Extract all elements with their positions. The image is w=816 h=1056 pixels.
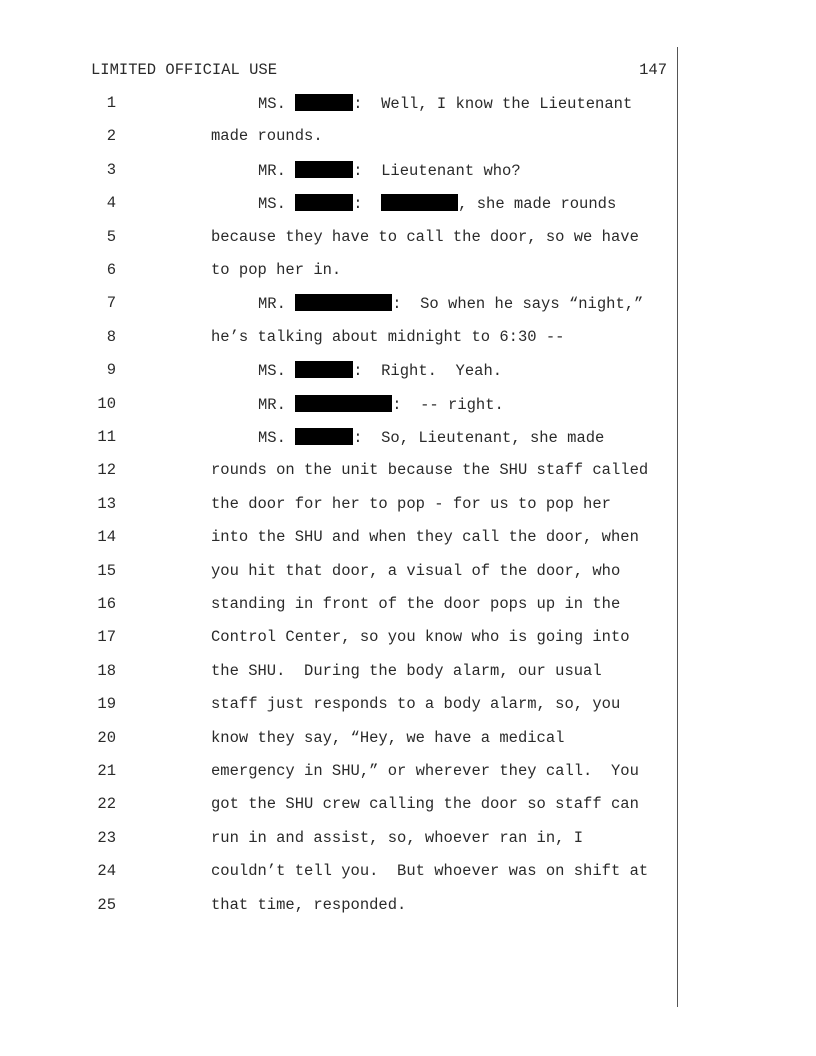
text-segment: : -- right. [392,395,504,414]
line-number: 12 [97,461,116,480]
transcript-line [0,395,700,415]
line-number: 13 [97,494,116,513]
line-text [211,528,639,546]
line-number: 16 [97,595,116,613]
line-text [258,194,616,213]
transcript-line [0,595,700,615]
text-segment: staff just responds to a body alarm, so, you [211,695,621,714]
line-number: 11 [97,428,116,446]
line-text [258,395,504,414]
line-number: 15 [97,561,116,580]
redaction-box [381,194,458,211]
redaction-box [295,395,392,412]
line-number: 8 [106,327,116,346]
transcript-line [0,762,700,782]
text-segment: into the SHU and when they call the door, when [211,528,639,547]
line-number: 10 [97,394,116,413]
line-text [211,695,620,713]
line-text [211,662,602,680]
line-number: 18 [97,661,116,680]
line-text [211,328,564,346]
redaction-box [295,361,353,378]
transcript-line [0,328,700,348]
text-segment: MR. [258,295,296,314]
transcript-line [0,829,700,849]
line-text [211,461,648,479]
text-segment: : Lieutenant who? [353,161,521,180]
line-text [211,729,564,747]
text-segment: MS. [258,195,296,214]
line-text [211,261,341,279]
line-number: 5 [106,227,116,246]
text-segment: MS. [258,362,296,381]
transcript-line [0,94,700,114]
text-segment: : So, Lieutenant, she made [353,429,605,447]
transcript-line [0,294,700,314]
text-segment: know they say, “Hey, we have a medical [211,728,565,747]
text-segment: couldn’t tell you. But whoever was on shift at [211,862,649,881]
line-number: 21 [97,762,116,780]
page-number: 147 [639,61,667,79]
line-text [211,862,648,880]
transcript-line [0,528,700,548]
text-segment: because they have to call the door, so we have [211,227,639,246]
line-text [211,896,406,914]
line-text [211,127,323,145]
line-text [211,228,639,246]
line-number: 6 [106,261,116,279]
transcript-line [0,127,700,147]
transcript-line [0,428,700,448]
transcript-line [0,795,700,815]
text-segment: : Right. Yeah. [353,362,503,381]
text-segment: MS. [258,429,296,447]
line-text [211,795,639,813]
line-number: 25 [97,895,116,914]
line-number: 23 [97,828,116,847]
line-number: 3 [106,160,116,179]
redaction-box [295,161,353,178]
text-segment: the SHU. During the body alarm, our usual [211,661,602,680]
transcript-line [0,194,700,214]
line-text [258,161,521,180]
line-number: 14 [97,528,116,547]
line-number: 17 [97,628,116,647]
text-segment: : [353,195,382,214]
classification-header: LIMITED OFFICIAL USE [91,61,278,79]
transcript-line [0,461,700,481]
line-text [211,595,620,613]
text-segment: rounds on the unit because the SHU staff called [211,461,649,480]
line-number: 7 [106,294,116,313]
line-number: 4 [106,194,116,213]
line-text [211,628,630,646]
text-segment: , she made rounds [458,195,617,214]
transcript-line [0,662,700,682]
text-segment: : Well, I know the Lieutenant [353,95,633,113]
redaction-box [295,194,353,211]
text-segment: MR. [258,395,296,414]
transcript-line [0,495,700,515]
text-segment: emergency in SHU,” or wherever they call. You [211,762,639,780]
transcript-line [0,361,700,381]
line-number: 20 [97,728,116,747]
text-segment: made rounds. [211,127,323,146]
text-segment: that time, responded. [211,895,407,914]
redaction-box [295,94,353,111]
transcript-line [0,562,700,582]
line-number: 22 [97,795,116,814]
transcript-line [0,228,700,248]
text-segment: got the SHU crew calling the door so staff can [211,795,639,814]
text-segment: he’s talking about midnight to 6:30 -- [211,327,565,346]
line-text [211,762,639,780]
transcript-line [0,729,700,749]
transcript-line [0,896,700,916]
transcript-line [0,161,700,181]
text-segment: MR. [258,161,296,180]
transcript-line [0,695,700,715]
text-segment: the door for her to pop - for us to pop her [211,494,611,513]
text-segment: to pop her in. [211,261,342,279]
transcript-line [0,261,700,281]
text-segment: MS. [258,95,296,113]
line-text [258,94,632,113]
text-segment: standing in front of the door pops up in the [211,595,621,613]
line-number: 19 [97,695,116,714]
line-number: 9 [106,361,116,380]
line-text [258,361,502,380]
text-segment: run in and assist, so, whoever ran in, I [211,828,584,847]
text-segment: : So when he says “night,” [392,295,644,314]
transcript-line [0,862,700,882]
redaction-box [295,294,392,311]
transcript-line [0,628,700,648]
redaction-box [295,428,353,445]
line-text [211,495,611,513]
line-text [211,829,583,847]
line-text [211,562,620,580]
line-text [258,428,604,447]
line-number: 24 [97,862,116,881]
line-number: 1 [106,94,116,112]
line-text [258,294,643,313]
text-segment: Control Center, so you know who is going into [211,628,630,647]
text-segment: you hit that door, a visual of the door, who [211,561,621,580]
line-number: 2 [106,127,116,146]
